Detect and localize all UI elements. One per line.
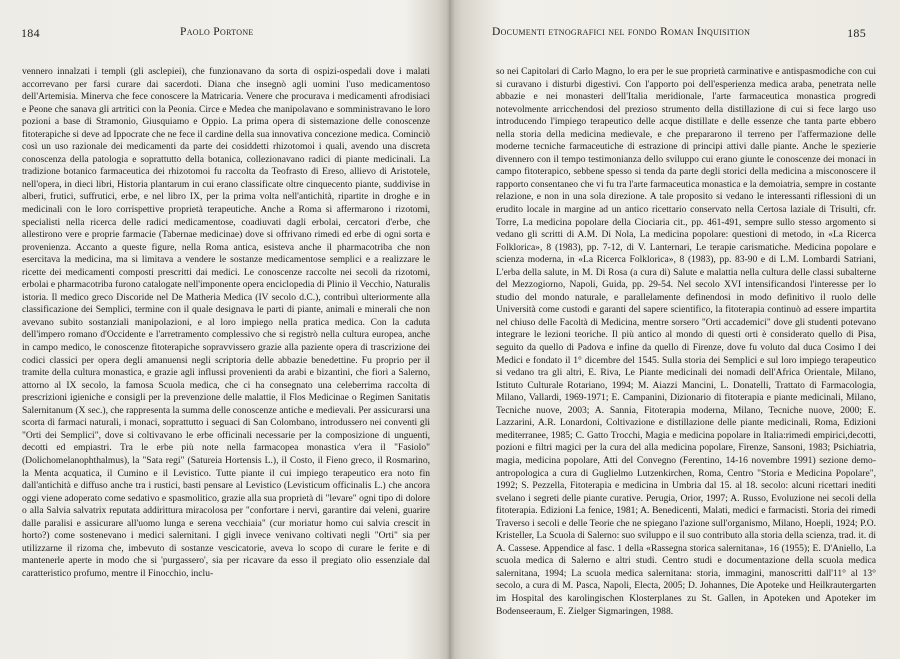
right-page <box>450 0 900 659</box>
footnote-text <box>496 66 876 618</box>
body-text <box>22 66 430 580</box>
page-number: 184 <box>21 26 40 40</box>
running-head: Documenti etnografici nel fondo Roman Inquisition <box>492 26 751 38</box>
paragraph: vennero innalzati i templi (gli asclepiei), che funzionavano da sorta di ospizi-ospedali dove i malati accorrevano per farsi curare dai sacerdoti. Diana che insegnò agli uomini l'uso medicamentoso dell'Artemisia. Minerva che fece conoscere la Matricaria. Venere che procurava i medicamenti afrodisiaci e Peone che sanava gli artritici con la Peonia. Circe e Medea che manipolavano e somministravano le loro pozioni a base di Stramonio, Giusquiamo e Oppio. La prima opera di sistemazione delle conoscenze fitoterapiche si deve ad Ippocrate che ne fece il cardine della sua innovativa concezione medica. Cominciò così un uso razionale dei medicamenti da parte dei cosiddetti rhizotomoi i quali, avendo una discreta conoscenza della patologia e soprattutto della botanica, collezionavano radici di piante medicinali. La tradizione botanico farmaceutica dei rhizotomoi fu raccolta da Teofrasto di Ereso, allievo di Aristotele, nell'opera, in dieci libri, Historia plantarum in cui erano classificate oltre cinquecento piante, suddivise in alberi, frutici, suffrutici, erbe, e nel libro IX, per la prima volta nell'antichità, ripartite in droghe e in medicinali con le loro corrispettive proprietà terapeutiche. Anche a Roma si affermarono i rizotomi, specialisti nella ricerca delle radici medicamentose, coadiuvati dagli erbolai, cercatori d'erbe, che allestirono vere e proprie farmacie (Tabernae medicinae) dove si offrivano rimedi ed erbe di ogni sorta e provenienza. Accanto a queste figure, nella Roma antica, esisteva anche il pharmacotriba che non esercitava la medicina, ma si limitava a vendere le sostanze medicamentose semplici e a realizzare le ricette dei medicamenti composti prescritti dai medici. Le conoscenze raccolte nei secoli da rizotomi, erbolai e pharmacotriba furono catalogate nell'imponente opera enciclopedia di Plinio il Vecchio, Naturalis istoria. Il medico greco Discoride nel De Matheria Medica (IV secolo d.C.), contribuì ulteriormente alla classificazione dei Semplici, termine con il quale designava le parti di piante, animali e minerali che non avevano subito sostanziali manipolazioni, e al loro impiego nella pratica medica. Con la caduta dell'impero romano d'Occidente e l'arretramento complessivo che si registrò nella cultura europea, anche in campo medico, le conoscenze fitoterapiche sopravvissero grazie alla paziente opera di trascrizione dei codici classici per opera degli amanuensi negli scriptoria delle abbazie benedettine. Fu proprio per il tramite della cultura monastica, e grazie agli influssi provenienti da arabi e bizantini, che fiorì a Salerno, attorno al IX secolo, la famosa Scuola medica, che ci ha consegnato una celeberrima raccolta di prescrizioni igieniche e consigli per la prevenzione delle malattie, il Flos Medicinae o Regimen Sanitatis Salernitanum (X sec.), che rappresenta la summa delle conoscenze antiche e medievali. Per assicurarsi una scorta di farmaci naturali, i monaci, soprattutto i seguaci di San Colombano, introdussero nei conventi gli "Orti dei Semplici", dove si coltivavano le erbe officinali necessarie per la composizione di unguenti, decotti ed empiastri. Tra le erbe più note nella farmacopea monastica v'era il "Fasiolo" (Dolichomelanophthalmus), la "Sata regi" (Satureia Hortensis L.), il Costo, il Fieno greco, il Rosmarino, la Menta acquatica, il Cumino e il Levistico. Tutte piante il cui impiego terapeutico era noto fin dall'antichità e diffuso anche tra i rustici, basti pensare al Levistico (Levisticum officinalis L.) che ancora oggi viene adoperato come sedativo e spasmolitico, grazie alla sua proprietà di "levare" ogni tipo di dolore o alla Salvia salvatrix reputata addirittura miracolosa per "confortare i nervi, garantire dai veleni, guarire dalle paralisi e assicurare all'uomo lunga e serena vecchiaia" (cur moriatur homo cui salvia crescit in horto?) come sostenevano i medici salernitani. I gigli invece venivano coltivati negli "Orti" sia per utilizzarne il rizoma che, imbevuto di sostanze vescicatorie, aveva lo scopo di curare le ferite e di mantenerle aperte in modo che si 'purgassero', sia per ricavare da esso il pregiato olio essenziale dal caratteristico profumo, mentre il Finocchio, inclu- <box>22 66 430 579</box>
page-number: 185 <box>847 26 866 40</box>
running-head: Paolo Portone <box>180 26 254 38</box>
paragraph: so nei Capitolari di Carlo Magno, lo era per le sue proprietà carminative e antispasmodiche con cui si curavano i disturbi digestivi. Con l'apporto poi dell'esperienza medica araba, penetrata nelle abbazie e nei monasteri dell'Italia meridionale, l'arte farmaceutica monastica progredì notevolmente arricchendosi del prezioso strumento della distillazione di cui si fece largo uso introducendo l'impiego terapeutico delle acque distillate e delle essenze che tanta parte ebbero nella storia della medicina medievale, e che prepararono il terreno per l'affermazione delle moderne tecniche farmaceutiche di estrazione di principi attivi dalle piante. Anche le spezierie divennero con il tempo testimonianza dello sviluppo cui erano giunte le conoscenze dei monaci in campo fitoterapico, sebbene spesso si tenda da parte degli storici della medicina a misconoscere il rapporto consentaneo che vi fu tra l'arte farmaceutica monastica e la demoiatria, sempre in costante relazione, e non in una sola direzione. A tale proposito si vedano le interessanti riflessioni di un erudito locale in margine ad un antico ricettario conservato nella Certosa laziale di Trisulti, cfr. Torre, La medicina popolare della Ciociaria cit., pp. 461-491, sempre sullo stesso argomento si vedano gli scritti di A.M. Di Nola, La medicina popolare: questioni di metodo, in «La Ricerca Folklorica», 8 (1983), pp. 7-12, di V. Lanternari, Le terapie carismatiche. Medicina popolare e scienza moderna, in «La Ricerca Folklorica», 8 (1983), pp. 83-90 e di L.M. Lombardi Satriani, L'erba della salute, in M. Di Rosa (a cura di) Salute e malattia nella cultura delle classi subalterne del Mezzogiorno, Napoli, Guida, pp. 29-54. Nel secolo XVI intensificandosi l'interesse per lo studio del mondo naturale, e parallelamente definendosi in modo definitivo il ruolo delle Università come custodi e garanti del sapere scientifico, la fitoterapia continuò ad essere impartita nel chiuso delle Facoltà di Medicina, mentre sorsero "Orti accademici" dove gli studenti potevano integrare le lezioni teoriche. Il più antico al mondo di questi orti è considerato quello di Pisa, seguito da quello di Padova e infine da quello di Firenze, dove fu voluto dal duca Cosimo I dei Medici e fondato il 1° dicembre del 1545. Sulla storia dei Semplici e sul loro impiego terapeutico si vedano tra gli altri, E. Riva, Le Piante medicinali dei nomadi dell'Africa Orientale, Milano, Istituto Culturale Rotariano, 1994; M. Aiazzi Mancini, L. Donatelli, Trattato di Farmacologia, Milano, Vallardi, 1969-1971; E. Campanini, Dizionario di fitoterapia e piante medicinali, Milano, Tecniche nuove, 2003; A. Sannia, Fitoterapia moderna, Milano, Tecniche nuove, 2000; E. Lazzarini, A.R. Lonardoni, Coltivazione e distillazione delle piante medicinali, Roma, Edizioni mediterranee, 1985; C. Gatto Trocchi, Magia e medicina popolare in Italia:rimedi empirici,decotti, pozioni e filtri magici per la cura del alla medicina popolare, Firenze, Sansoni, 1983; Psichiatria, magia, medicina popolare, Atti del Convegno (Ferentino, 14-16 novembre 1991) sezione demo-antropologica a cura di Guglielmo Lutzenkirchen, Roma, Centro "Storia e Medicina Popolare", 1992; S. Pezzella, Fitoterapia e medicina in Umbria dal 15. al 18. secolo: alcuni ricettari inediti svelano i segreti delle piante curative. Perugia, Orior, 1997; A. Russo, Evoluzione nei secoli della fitoterapia. Edizioni La fenice, 1981; A. Benedicenti, Malati, medici e farmacisti. Storia dei rimedi Traverso i secoli e delle Teorie che ne spiegano l'azione sull'organismo, Milano, Hoepli, 1924; P.O. Kristeller, La Scuola di Salerno: suo sviluppo e il suo contributo alla storia della scienza, trad. it. di A. Cassese. Appendice al fasc. 1 della «Rassegna storica salernitana», 16 (1955); E. D'Aniello, La scuola medica di Salerno e altri studi. Centro studi e documentazione della scuola medica salernitana, 1994; La scuola medica salernitana: storia, immagini, manoscritti dall'11° al 13° secolo, a cura di M. Pasca, Napoli, Electa, 2005; D. Johannes, Die Apoteke und Heilkrautergarten im Hospital des karolingischen Klosterplanes zu St. Gallen, in Apoteken und Apoteker im Bodenseeraum, E. Zielger Sigmaringen, 1988. <box>496 66 876 617</box>
